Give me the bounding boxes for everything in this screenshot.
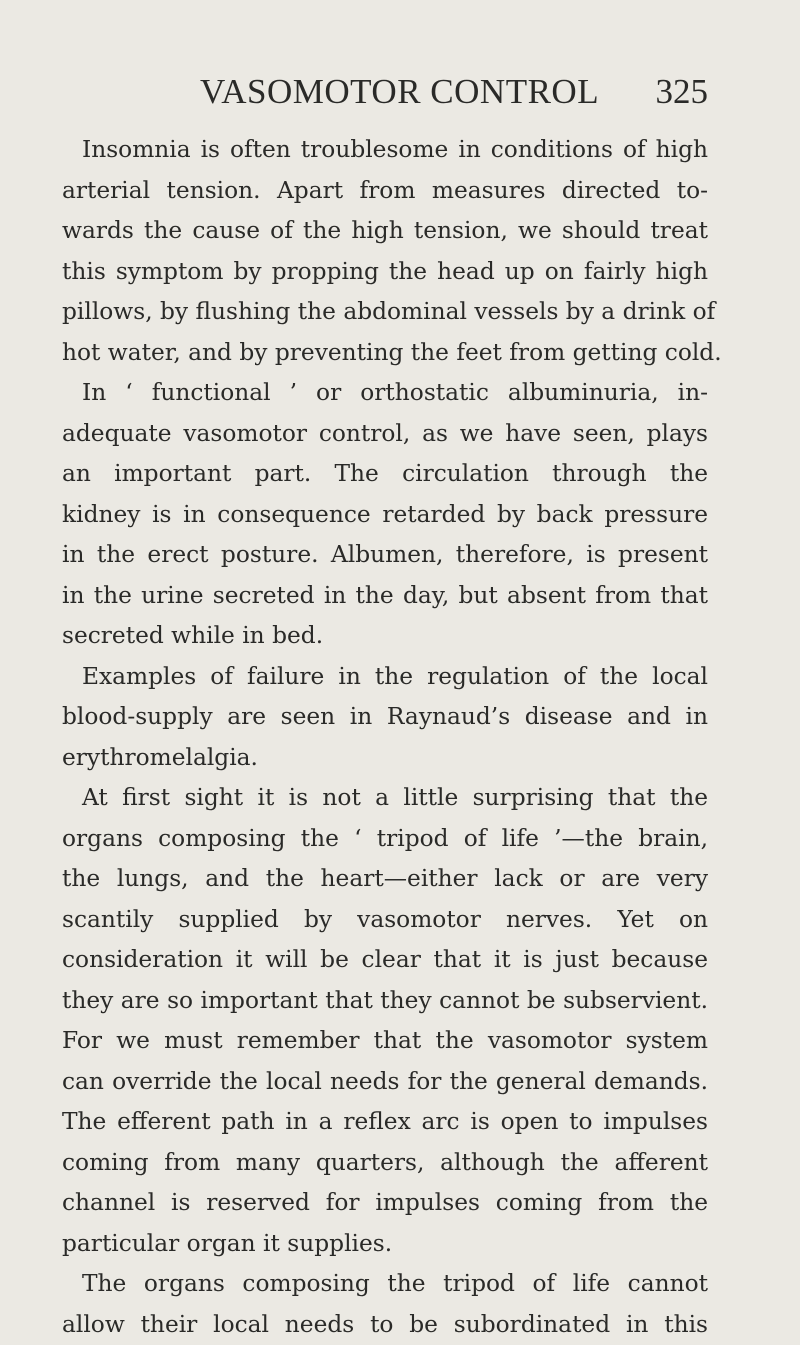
running-head — [72, 72, 708, 112]
text-line: At first sight it is not a little surprising that the — [62, 778, 708, 819]
text-line: in the erect posture. Albumen, therefore, is present — [62, 535, 708, 576]
text-line: consideration it will be clear that it is just because — [62, 940, 708, 981]
page-number: 325 — [656, 72, 709, 112]
text-line: erythromelalgia. — [62, 738, 708, 779]
text-line: organs composing the ‘ tripod of life ’—the brain, — [62, 819, 708, 860]
body-text — [62, 130, 708, 1345]
text-line: In ‘ functional ’ or orthostatic albuminuria, in- — [62, 373, 708, 414]
text-line: this symptom by propping the head up on fairly high — [62, 252, 708, 293]
text-line: Insomnia is often troublesome in conditions of high — [62, 130, 708, 171]
running-head-title: VASOMOTOR CONTROL — [200, 72, 599, 112]
text-line: secreted while in bed. — [62, 616, 708, 657]
text-line: arterial tension. Apart from measures directed to- — [62, 171, 708, 212]
text-line: The efferent path in a reflex arc is open to impulses — [62, 1102, 708, 1143]
text-line: they are so important that they cannot be subservient. — [62, 981, 708, 1022]
text-line: blood-supply are seen in Raynaud’s disease and in — [62, 697, 708, 738]
text-line: adequate vasomotor control, as we have seen, plays — [62, 414, 708, 455]
text-line: particular organ it supplies. — [62, 1224, 708, 1265]
text-line: For we must remember that the vasomotor system — [62, 1021, 708, 1062]
text-line: the lungs, and the heart—either lack or are very — [62, 859, 708, 900]
text-line: in the urine secreted in the day, but absent from that — [62, 576, 708, 617]
text-line: scantily supplied by vasomotor nerves. Yet on — [62, 900, 708, 941]
text-line: The organs composing the tripod of life cannot — [62, 1264, 708, 1305]
text-line: coming from many quarters, although the afferent — [62, 1143, 708, 1184]
text-line: an important part. The circulation through the — [62, 454, 708, 495]
text-line: hot water, and by preventing the feet from getting cold. — [62, 333, 708, 374]
text-line: can override the local needs for the general demands. — [62, 1062, 708, 1103]
text-line: allow their local needs to be subordinated in this — [62, 1305, 708, 1345]
text-line: pillows, by flushing the abdominal vessels by a drink of — [62, 292, 708, 333]
text-line: wards the cause of the high tension, we should treat — [62, 211, 708, 252]
text-line: Examples of failure in the regulation of the local — [62, 657, 708, 698]
text-line: channel is reserved for impulses coming from the — [62, 1183, 708, 1224]
text-line: kidney is in consequence retarded by back pressure — [62, 495, 708, 536]
